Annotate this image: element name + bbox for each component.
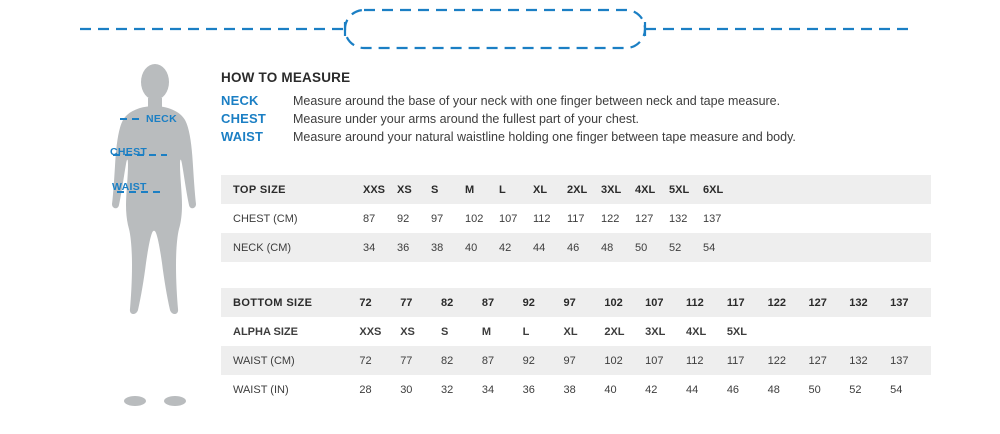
measurement-cell: 42 <box>499 241 512 254</box>
measurement-cell: 137 <box>703 212 722 225</box>
size-header-cell: 102 <box>604 296 623 309</box>
measure-term-chest: CHEST <box>221 111 267 126</box>
top-size-title: TOP SIZE <box>233 183 286 196</box>
measuring-tape-graphic <box>0 0 1000 58</box>
size-header-cell: 4XL <box>635 183 656 196</box>
how-to-measure-row <box>221 111 921 126</box>
how-to-measure-section <box>221 70 921 147</box>
alpha-size-cell: XL <box>563 325 578 338</box>
measure-desc-waist: Measure around your natural waistline holding one finger between tape measure and body. <box>293 130 796 144</box>
measurement-cell: 97 <box>563 354 576 367</box>
measurement-cell: 82 <box>441 354 454 367</box>
alpha-size-cell <box>808 317 849 346</box>
alpha-size-cell: XXS <box>359 325 382 338</box>
alpha-size-cell: 4XL <box>685 325 707 338</box>
how-to-measure-row <box>221 93 921 108</box>
measure-term-waist: WAIST <box>221 129 264 144</box>
measurement-cell: 137 <box>890 354 909 367</box>
measurement-cell: 92 <box>397 212 410 225</box>
measurement-cell: 50 <box>808 383 821 396</box>
alpha-size-cell: M <box>481 325 492 338</box>
size-header-cell: XL <box>533 183 548 196</box>
table-row <box>221 233 931 262</box>
bottom-size-title: BOTTOM SIZE <box>233 296 313 309</box>
measurement-cell: 28 <box>359 383 372 396</box>
row-label-alpha-size: ALPHA SIZE <box>233 325 298 338</box>
top-size-table <box>221 175 931 262</box>
measurement-cell: 72 <box>359 354 372 367</box>
size-header-cell: XXS <box>363 183 386 196</box>
size-header-cell: 107 <box>645 296 664 309</box>
measurement-cell: 50 <box>635 241 648 254</box>
table-row <box>221 317 931 346</box>
measurement-cell: 54 <box>703 241 716 254</box>
spacer-cell <box>737 233 931 262</box>
size-header-cell: 72 <box>359 296 372 309</box>
size-header-cell: L <box>499 183 506 196</box>
measurement-cell: 38 <box>431 241 444 254</box>
measurement-cell: 52 <box>669 241 682 254</box>
measurement-cell: 132 <box>849 354 868 367</box>
size-header-cell: 5XL <box>669 183 690 196</box>
alpha-size-cell <box>768 317 809 346</box>
tape-loop <box>345 10 645 48</box>
how-to-measure-row <box>221 129 921 144</box>
measurement-cell: 107 <box>645 354 664 367</box>
size-header-cell: 87 <box>481 296 495 309</box>
measurement-cell: 40 <box>604 383 617 396</box>
measurement-cell: 117 <box>726 354 745 367</box>
table-header-row <box>221 175 931 204</box>
measurement-cell: 38 <box>563 383 576 396</box>
size-header-cell: 6XL <box>703 183 724 196</box>
bottom-size-table-wrapper <box>221 288 931 404</box>
size-header-cell: 92 <box>522 296 535 309</box>
measurement-cell: 112 <box>533 212 551 225</box>
row-label-waist-in: WAIST (IN) <box>233 383 289 396</box>
measurement-cell: 122 <box>601 212 620 225</box>
size-header-cell: 127 <box>808 296 827 309</box>
alpha-size-cell: 2XL <box>604 325 625 338</box>
size-header-cell: 122 <box>767 296 786 309</box>
measurement-cell: 44 <box>685 383 699 396</box>
size-header-cell: 117 <box>726 296 745 309</box>
measurement-cell: 132 <box>669 212 688 225</box>
table-row <box>221 204 931 233</box>
row-label-chest-cm: CHEST (CM) <box>233 212 298 225</box>
measurement-cell: 44 <box>533 241 546 254</box>
measurement-cell: 87 <box>363 212 376 225</box>
spacer-cell <box>737 204 931 233</box>
figure-label-neck: NECK <box>146 113 177 125</box>
measure-desc-chest: Measure under your arms around the fullest part of your chest. <box>293 112 640 126</box>
table-header-row <box>221 288 931 317</box>
alpha-size-cell: XS <box>400 325 415 338</box>
size-header-cell: S <box>431 183 439 196</box>
measurement-cell: 117 <box>567 212 585 225</box>
measurement-cell: 54 <box>890 383 903 396</box>
measurement-cell: 127 <box>808 354 827 367</box>
measurement-cell: 48 <box>601 241 614 254</box>
measurement-cell: 46 <box>726 383 740 396</box>
alpha-size-cell: L <box>522 325 530 338</box>
measurement-cell: 46 <box>567 241 580 254</box>
size-header-cell: 82 <box>441 296 454 309</box>
row-label-waist-cm: WAIST (CM) <box>233 354 295 367</box>
size-header-cell: 3XL <box>601 183 622 196</box>
measurement-cell: 102 <box>465 212 484 225</box>
size-header-cell: 77 <box>400 296 413 309</box>
size-header-cell: 2XL <box>567 183 588 196</box>
spacer-cell <box>737 175 931 204</box>
alpha-size-cell <box>890 317 931 346</box>
alpha-size-cell: S <box>441 325 449 338</box>
measurement-cell: 34 <box>481 383 495 396</box>
table-row <box>221 375 931 404</box>
top-size-table-wrapper <box>221 175 931 262</box>
size-header-cell: M <box>465 183 475 196</box>
measurement-cell: 107 <box>499 212 518 225</box>
alpha-size-cell <box>849 317 890 346</box>
measure-term-neck: NECK <box>221 93 259 108</box>
measurement-cell: 48 <box>767 383 780 396</box>
measurement-cell: 40 <box>465 241 478 254</box>
bottom-size-table <box>221 288 931 404</box>
size-header-cell: 112 <box>685 296 704 309</box>
measure-desc-neck: Measure around the base of your neck with one finger between neck and tape measure. <box>293 94 781 108</box>
alpha-size-cell: 5XL <box>726 325 747 338</box>
size-header-cell: XS <box>397 183 412 196</box>
measurement-cell: 122 <box>767 354 786 367</box>
table-row <box>221 346 931 375</box>
tape-svg <box>0 0 1000 58</box>
measurement-cell: 32 <box>441 383 454 396</box>
size-header-cell: 97 <box>563 296 576 309</box>
measurement-cell: 92 <box>522 354 535 367</box>
measurement-cell: 77 <box>400 354 413 367</box>
measurement-cell: 52 <box>849 383 862 396</box>
measurement-cell: 34 <box>363 241 376 254</box>
row-label-neck-cm: NECK (CM) <box>233 241 292 254</box>
figure-label-chest: CHEST <box>110 146 148 158</box>
measurement-cell: 30 <box>400 383 413 396</box>
figure-label-waist: WAIST <box>112 181 147 193</box>
how-to-measure-title: HOW TO MEASURE <box>221 70 351 85</box>
measurement-cell: 102 <box>604 354 623 367</box>
alpha-size-cell: 3XL <box>645 325 666 338</box>
size-header-cell: 132 <box>849 296 868 309</box>
measurement-cell: 97 <box>431 212 444 225</box>
measurement-cell: 87 <box>481 354 495 367</box>
measurement-cell: 36 <box>522 383 535 396</box>
measurement-cell: 36 <box>397 241 410 254</box>
measurement-cell: 112 <box>685 354 704 367</box>
size-header-cell: 137 <box>890 296 909 309</box>
measurement-cell: 127 <box>635 212 654 225</box>
measurement-cell: 42 <box>645 383 658 396</box>
